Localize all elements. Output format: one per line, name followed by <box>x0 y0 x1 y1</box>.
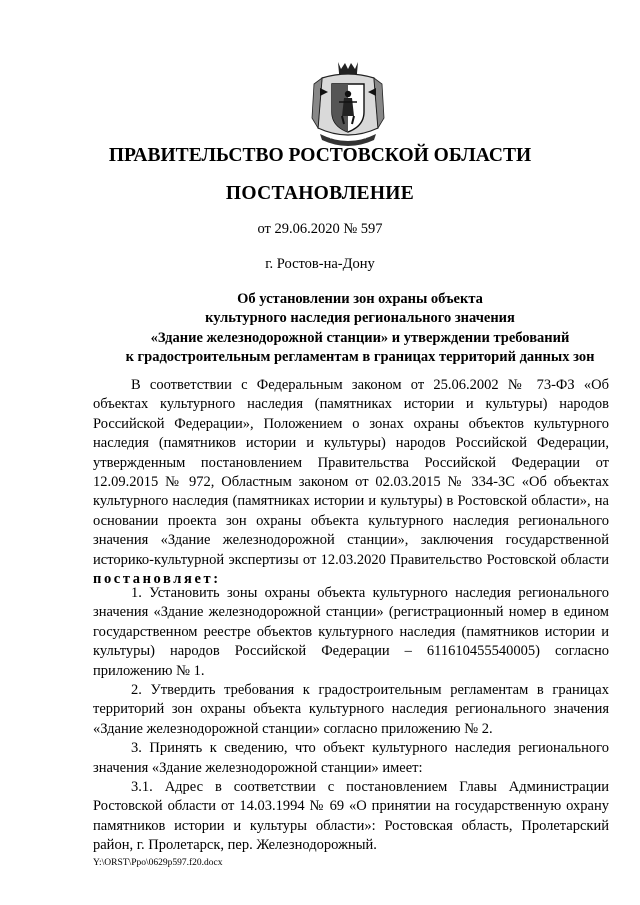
date-and-number: от 29.06.2020 № 597 <box>257 221 383 237</box>
resolution-items <box>93 584 609 856</box>
preamble <box>93 376 609 589</box>
title-line: культурного наследия регионального значения <box>205 310 515 327</box>
document-title <box>80 290 640 368</box>
organization-name: ПРАВИТЕЛЬСТВО РОСТОВСКОЙ ОБЛАСТИ <box>108 145 532 166</box>
document-type: ПОСТАНОВЛЕНИЕ <box>225 183 415 204</box>
rostov-oblast-coat-of-arms-icon <box>308 58 388 152</box>
resolution-item: 1. Установить зоны охраны объекта культурного наследия регионального значения «Здание железнодорожной станции» (регистрационный номер в едином государственном реестре объектов культурного наследия (памятников истории и культуры) народов Российской Федерации – 611610455540005) согласно приложению № 1. <box>93 585 609 679</box>
preamble-text: В соответствии с Федеральным законом от 25.06.2002 № 73-ФЗ «Об объектах культурного наследия (памятниках истории и культуры) народов Российской Федерации», Положением о зонах охраны объектов культурного наследия (памятников истории и культуры) народов Российской Федерации, утвержденным постановлением Правительства Российской Федерации от 12.09.2015 № 972, Областным законом от 02.03.2015 № 334-ЗС «Об объектах культурного наследия (памятниках истории и культуры) в Ростовской области», на основании проекта зон охраны объекта культурного наследия регионального значения «Здание железнодорожной станции», заключения государственной историко-культурной экспертизы от 12.03.2020 Правительство Ростовской области <box>93 377 609 568</box>
title-line: Об установлении зон охраны объекта <box>237 291 483 307</box>
resolution-item: 3.1. Адрес в соответствии с постановлением Главы Администрации Ростовской области от 14.03.1994 № 69 «О принятии на государственную охрану памятников истории и культуры области»: Ростовская область, Пролетарский район, г. Пролетарск, пер. Железнодорожный. <box>93 779 609 854</box>
title-line: «Здание железнодорожной станции» и утверждении требований <box>150 329 570 346</box>
resolves-word: постановляет: <box>93 571 221 588</box>
city: г. Ростов-на-Дону <box>265 256 375 272</box>
file-path: Y:\ORST\Ppo\0629p597.f20.docx <box>93 858 223 868</box>
resolution-item: 3. Принять к сведению, что объект культурного наследия регионального значения «Здание железнодорожной станции» имеет: <box>93 740 609 776</box>
preamble-paragraph <box>93 376 609 589</box>
resolution-item: 2. Утвердить требования к градостроительным регламентам в границах территорий зон охраны объекта культурного наследия регионального значения «Здание железнодорожной станции» согласно приложению № 2. <box>93 682 609 737</box>
title-line: к градостроительным регламентам в границах территорий данных зон <box>125 349 595 366</box>
